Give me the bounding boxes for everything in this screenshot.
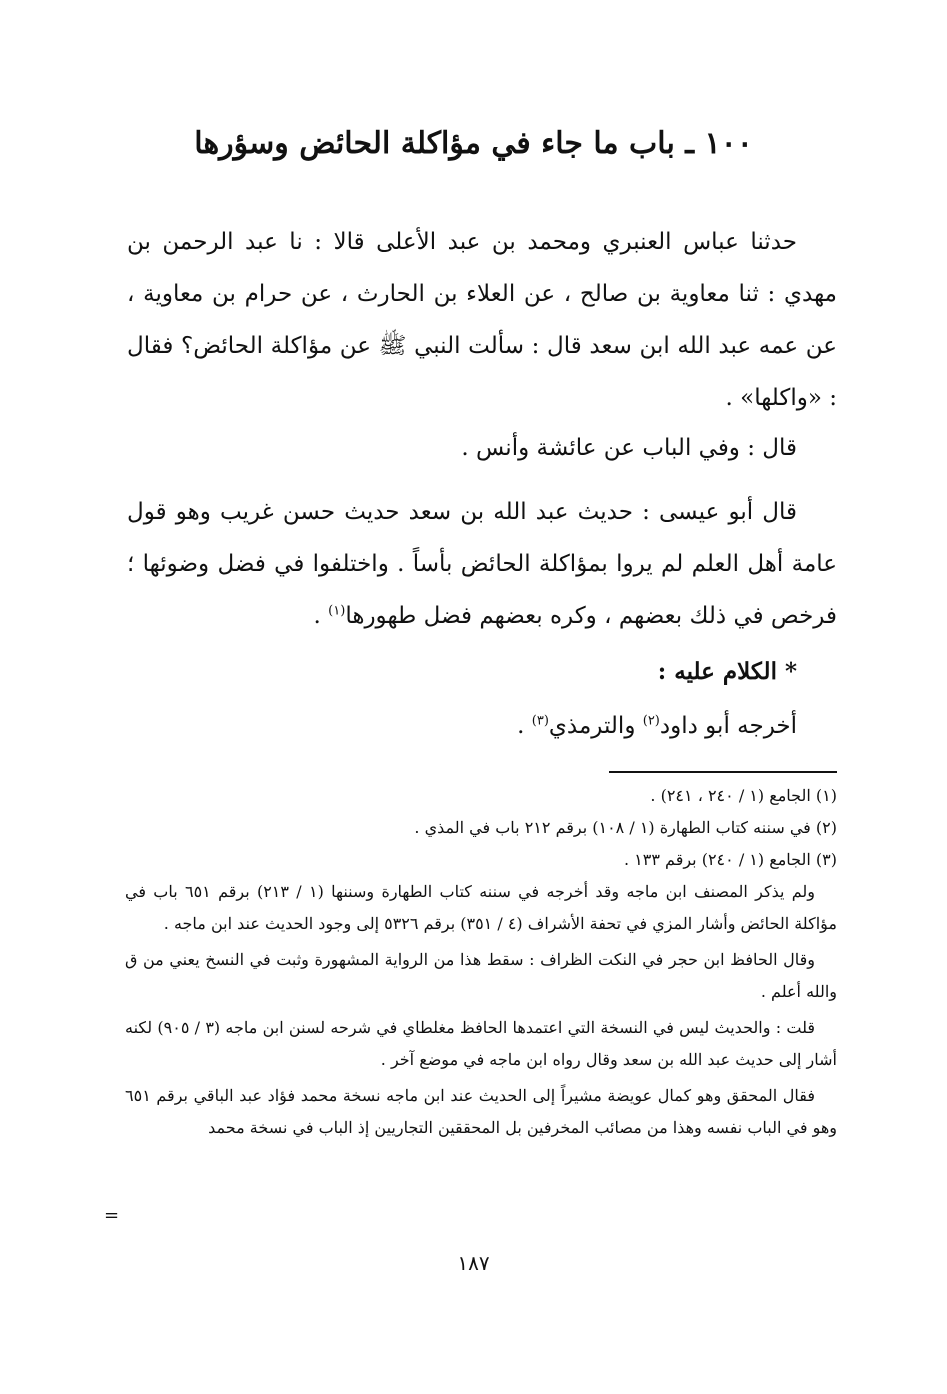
hadith-paragraph <box>127 216 837 424</box>
footnote-note-d: فقال المحقق وهو كمال عويضة مشيراً إلى الحديث عند ابن ماجه نسخة محمد فؤاد عبد الباقي برقم ٦٥١ وهو في الباب نفسه وهذا من مصائب المخرفين بل المحققين التجاريين إذ الباب في نسخة محمد <box>125 1086 837 1137</box>
hadith-text: حدثنا عباس العنبري ومحمد بن عبد الأعلى قالا : نا عبد الرحمن بن مهدي : ثنا معاوية بن صالح ، عن العلاء بن الحارث ، عن حرام بن معاوية ، عن عمه عبد الله ابن سعد قال : سألت النبي ﷺ عن مؤاكلة الحائض؟ فقال : «واكلها» . <box>127 229 837 411</box>
footnote-note-a: ولم يذكر المصنف ابن ماجه وقد أخرجه في سننه كتاب الطهارة وسننها (١ / ٢١٣) برقم ٦٥١ باب في مؤاكلة الحائض وأشار المزي في تحفة الأشراف (٤ / ٣٥١) برقم ٥٣٢٦ إلى وجود الحديث عند ابن ماجه . <box>125 882 837 933</box>
continuation-mark: = <box>104 1205 120 1226</box>
abu-isa-paragraph <box>127 486 837 642</box>
footnote-marker-2: (٢) <box>642 713 660 729</box>
footnote-note-b: وقال الحافظ ابن حجر في النكت الظراف : سقط هذا من الرواية المشهورة وثبت في النسخ يعني من ق والله أعلم . <box>125 950 837 1001</box>
footnote-separator <box>609 771 837 773</box>
footnote-3: (٣) الجامع (١ / ٢٤٠) برقم ١٣٣ . <box>624 850 837 869</box>
qala-paragraph: قال : وفي الباب عن عائشة وأنس . <box>461 435 797 461</box>
takhrij-end: . <box>517 713 532 739</box>
chapter-title: ١٠٠ ـ باب ما جاء في مؤاكلة الحائض وسؤرها <box>194 126 753 161</box>
footnote-marker-3: (٣) <box>531 713 549 729</box>
footnote-2: (٢) في سننه كتاب الطهارة (١ / ١٠٨) برقم ٢١٢ باب في المذي . <box>414 818 837 837</box>
takhrij-text-1: أخرجه أبو داود <box>659 713 797 739</box>
footnote-note-c: قلت : والحديث ليس في النسخة التي اعتمدها الحافظ مغلطاي في شرحه لسنن ابن ماجه (٣ / ٩٠٥) لكنه أشار إلى حديث عبد الله بن سعد وقال رواه ابن ماجه في موضع آخر . <box>125 1018 837 1069</box>
footnotes <box>125 780 837 1148</box>
footnote-1: (١) الجامع (١ / ٢٤٠ ، ٢٤١) . <box>650 786 837 805</box>
takhrij-text-2: والترمذي <box>548 713 643 739</box>
abu-isa-end: . <box>313 603 329 629</box>
footnote-marker-1: (١) <box>328 603 346 619</box>
takhrij-paragraph <box>127 700 837 752</box>
section-heading: * الكلام عليه : <box>657 658 797 685</box>
page-number: ١٨٧ <box>457 1251 490 1275</box>
abu-isa-text: قال أبو عيسى : حديث عبد الله بن سعد حديث حسن غريب وهو قول عامة أهل العلم لم يروا بمؤاكلة الحائض بأساً . واختلفوا في فضل وضوئها ؛ فرخص في ذلك بعضهم ، وكره بعضهم فضل طهورها <box>127 499 837 629</box>
